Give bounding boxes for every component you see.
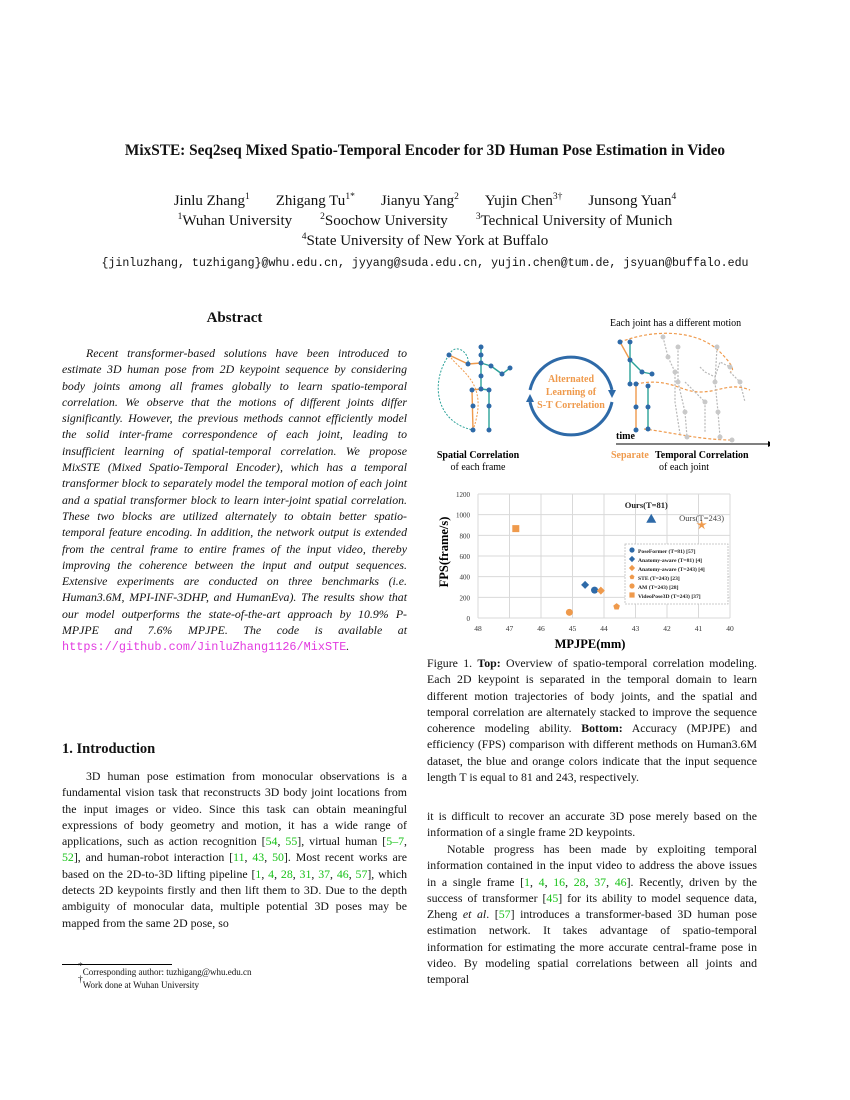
citation-link[interactable]: 45 (546, 890, 559, 905)
right-column-paragraph-2: Notable progress has been made by exploiting temporal information contained in the input video to address the above issues in a single frame [1, 4, 16, 28, 37, 46]. Recently, driven by the success of transformer [45] for its ability to model sequence data, Zheng et al. [57] introduces a transformer-based 3D human pose estimation network. It takes advantage of spatio-temporal information for estimating the more accurate central-frame pose in video. By modeling spatial correlations between all joints and temporal (427, 842, 758, 987)
citation-link[interactable]: 1 (524, 874, 530, 889)
y-tick-labels (456, 491, 471, 623)
legend-entry: Anatomy-aware (T=243) [4] (638, 567, 705, 573)
abstract-body (62, 345, 407, 656)
citation-link[interactable]: 55 (285, 834, 298, 849)
figure-motion-label: Each joint has a different motion (610, 318, 742, 329)
italic-text: et al (462, 907, 487, 922)
caption-label: Figure 1. (427, 656, 478, 670)
temporal-label: Temporal Correlation (655, 450, 749, 461)
separate-label: Separate (611, 450, 649, 461)
spatial-sublabel: of each frame (450, 462, 506, 473)
affiliations-row-2 (0, 233, 850, 250)
citation-link[interactable]: 31 (299, 866, 312, 881)
point-circle (629, 583, 634, 588)
author-3: Jianyu Yang$^2$ (380, 192, 459, 209)
legend-entry: VideoPose3D (T=243) [37] (638, 594, 701, 600)
x-tick-label: 44 (600, 624, 608, 633)
citation-link[interactable]: 28 (280, 866, 293, 881)
x-tick-label: 43 (631, 624, 640, 633)
affiliations-row-1 (0, 213, 850, 230)
y-axis-label: FPS(frame/s) (437, 516, 451, 588)
intro-paragraph: 3D human pose estimation from monocular observations is a fundamental vision task that reconstructs 3D body joint locations from the input images or video. Since this task can obtain meaningful expressions of body geometry and motion, it has a wide range of applications, such as action recognition [54, 55], virtual human [5–7, 52], and human-robot interaction [11, 43, 50]. Most recent works are based on the 2D-to-3D lifting pipeline [1, 4, 28, 31, 37, 46, 57], which detects 2D keypoints firstly and then lift them to 3D. Due to the depth ambiguity of monocular data, multiple potential 3D poses may be mapped from the same 2D pose, so (62, 769, 408, 930)
citation-link[interactable]: 54 (265, 834, 278, 849)
legend-entry: Anatomy-aware (T=81) [4] (638, 558, 702, 564)
y-tick-label: 0 (466, 615, 470, 623)
x-tick-label: 41 (694, 624, 703, 633)
x-tick-label: 47 (505, 624, 514, 633)
y-tick-label: 1200 (456, 491, 470, 499)
paper-title: MixSTE: Seq2seq Mixed Spatio-Temporal Encoder for 3D Human Pose Estimation in Video (124, 142, 726, 159)
y-tick-label: 800 (459, 532, 470, 541)
cycle-label-line2: Learning of (545, 387, 597, 398)
legend-entry: AM (T=243) [28] (638, 585, 679, 591)
citation-link[interactable]: 46 (336, 866, 349, 881)
citation-link[interactable]: 16 (553, 874, 566, 889)
footnotes (78, 962, 252, 992)
footnote-1: *Corresponding author: tuzhigang@whu.edu.cn (78, 962, 252, 977)
affiliation-2: $^2$Soochow University (320, 212, 448, 229)
author-list (0, 193, 850, 210)
point-square (512, 525, 519, 532)
temporal-skeletons (618, 333, 751, 442)
chart-legend (625, 544, 728, 604)
point-pentagon (613, 603, 620, 609)
x-tick-label: 48 (474, 624, 482, 633)
code-link[interactable]: https://github.com/JinluZhang1126/MixSTE (62, 640, 347, 655)
caption-top-text: Overview of spatio-temporal correlation modeling. Each 2D keypoint is separated in the temporal domain to learn different motion trajectories of body joints, and the spatial and temporal correlation are alternately stacked to improve the sequence coherence modeling ability. (427, 656, 757, 736)
citation-link[interactable]: 37 (318, 866, 331, 881)
x-tick-label: 40 (726, 624, 734, 633)
footnote-2: †Work done at Wuhan University (78, 975, 199, 990)
abstract-heading: Abstract (206, 310, 263, 326)
citation-link[interactable]: 1 (255, 866, 262, 881)
y-tick-label: 1000 (456, 511, 470, 520)
citation-link[interactable]: 37 (594, 874, 607, 889)
spatial-skeleton (438, 345, 512, 433)
annotation-label: Ours(T=81) (624, 499, 668, 510)
point-circle (629, 547, 634, 552)
spatial-label: Spatial Correlation (436, 450, 520, 461)
citation-link[interactable]: 5–7 (386, 834, 405, 849)
citation-link[interactable]: 57 (498, 907, 511, 922)
point-square (629, 592, 634, 597)
x-tick-label: 42 (663, 624, 671, 633)
citation-link[interactable]: 50 (272, 850, 284, 865)
legend-entry: PoseFormer (T=81) [57] (638, 549, 696, 555)
annotation-label: Ours(T=243) (679, 513, 725, 523)
citation-link[interactable]: 4 (538, 874, 545, 889)
section-heading-introduction: 1. Introduction (62, 741, 156, 757)
caption-top-bold: Top: (477, 656, 501, 670)
citation-link[interactable]: 11 (233, 850, 245, 865)
y-tick-label: 400 (459, 573, 470, 582)
x-tick-label: 45 (568, 624, 577, 633)
abstract-text: Recent transformer-based solutions have been introduced to estimate 3D human pose from 2D keypoint sequence by considering body joints among all frames globally to learn spatio-temporal correlation. We observe that the motions of different joints differ significantly. However, the previous methods cannot efficiently model the solid inter-frame correspondence of each joint, leading to insufficient learning of spatial-temporal correlation. We propose MixSTE (Mixed Spatio-Temporal Encoder), which has a temporal transformer block to separately model the temporal motion of each joint and a spatial transformer block to learn inter-joint spatial correlation. These two blocks are utilized alternately to obtain better spatio-temporal feature encoding. In addition, the network output is extended from the central frame to entire frames of the input video, thereby improving the coherence between the input and output sequences. Extensive experiments are conducted on three benchmarks (i.e. Human3.6M, MPI-INF-3DHP, and HumanEva). The results show that our model outperforms the state-of-the-art approach by 10.9% P-MPJPE and 7.6% MPJPE. The code is available at (62, 346, 407, 638)
affiliation-3: $^3$Technical University of Munich (475, 212, 673, 229)
citation-link[interactable]: 46 (614, 874, 627, 889)
caption-bottom-text: Accuracy (MPJPE) and efficiency (FPS) comparison with different methods on Human3.6M dataset, the blue and orange colors indicate that the input sequence length T is equal to 81 and 243, respectively. (427, 721, 757, 785)
citation-link[interactable]: 28 (573, 874, 586, 889)
temporal-sublabel: of each joint (659, 462, 709, 473)
right-column-paragraph-1: it is difficult to recover an accurate 3D pose merely based on the information of a single frame 2D keypoints. (427, 809, 757, 840)
cycle-label-line3: S-T Correlation (537, 400, 605, 411)
author-emails: {jinluzhang, tuzhigang}@whu.edu.cn, jyyang@suda.edu.cn, yujin.chen@tum.de, jsyuan@buffalo.edu (101, 257, 749, 270)
cycle-label-line1: Alternated (547, 374, 595, 385)
x-tick-labels (474, 624, 734, 633)
point-circle (566, 609, 573, 616)
citation-link[interactable]: 4 (268, 866, 275, 881)
author-4: Yujin Chen$^{3\dagger}$ (484, 192, 563, 209)
point-circle (591, 587, 598, 594)
citation-link[interactable]: 43 (252, 850, 265, 865)
figure-caption (427, 655, 757, 785)
citation-link[interactable]: 57 (355, 866, 368, 881)
y-tick-label: 200 (459, 594, 470, 603)
author-1: Jinlu Zhang$^1$ (173, 192, 250, 209)
legend-entry: STE (T=243) [23] (638, 576, 680, 582)
point-diamond (581, 581, 589, 589)
x-axis-label: MPJPE(mm) (554, 637, 626, 651)
fps-vs-mpjpe-chart (430, 486, 760, 652)
x-tick-label: 46 (537, 624, 545, 633)
citation-link[interactable]: 52 (62, 850, 74, 865)
y-tick-label: 600 (459, 553, 470, 561)
caption-bottom-bold: Bottom: (581, 721, 623, 736)
figure-overview (430, 312, 770, 477)
time-arrow-icon (768, 441, 770, 447)
affiliation-4: $^4$State University of New York at Buffalo (301, 232, 549, 249)
abstract-end: . (346, 639, 350, 654)
author-5: Junsong Yuan$^4$ (588, 192, 677, 209)
time-label: time (616, 431, 635, 442)
author-2: Zhigang $Tu^{1*}$ (275, 192, 355, 209)
affiliation-1: $^1$Wuhan University (177, 212, 293, 229)
